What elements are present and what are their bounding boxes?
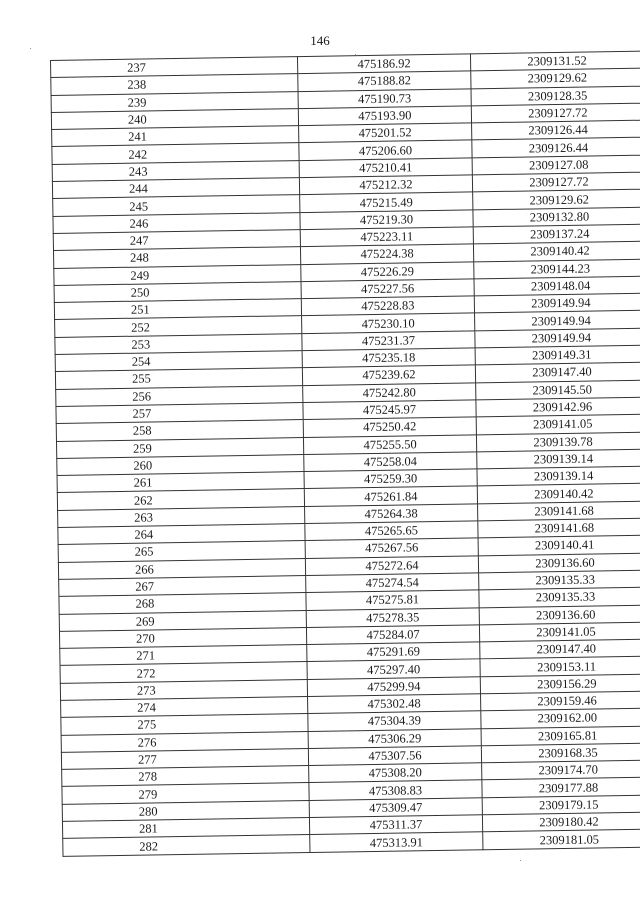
point-number-cell: 276 — [61, 731, 308, 752]
point-number-cell: 241 — [52, 126, 299, 147]
point-number-cell: 257 — [56, 403, 303, 424]
y-coordinate-cell: 2309180.42 — [482, 812, 640, 832]
y-coordinate-cell: 2309126.44 — [472, 138, 640, 158]
x-coordinate-cell: 475255.50 — [303, 434, 476, 454]
point-number-cell: 269 — [59, 610, 306, 631]
x-coordinate-cell: 475258.04 — [304, 452, 477, 472]
y-coordinate-cell: 2309141.05 — [479, 622, 640, 642]
x-coordinate-cell: 475224.38 — [300, 244, 473, 264]
y-coordinate-cell: 2309127.72 — [472, 172, 640, 192]
x-coordinate-cell: 475215.49 — [300, 192, 473, 212]
y-coordinate-cell: 2309140.42 — [477, 484, 640, 504]
x-coordinate-cell: 475264.38 — [305, 504, 478, 524]
point-number-cell: 263 — [58, 506, 305, 527]
y-coordinate-cell: 2309142.96 — [476, 397, 640, 417]
point-number-cell: 251 — [54, 299, 301, 320]
y-coordinate-cell: 2309149.94 — [474, 293, 640, 313]
y-coordinate-cell: 2309179.15 — [482, 795, 640, 815]
x-coordinate-cell: 475302.48 — [308, 694, 481, 714]
y-coordinate-cell: 2309147.40 — [475, 362, 640, 382]
x-coordinate-cell: 475239.62 — [302, 365, 475, 385]
x-coordinate-cell: 475306.29 — [308, 728, 481, 748]
coordinates-table-body — [51, 51, 640, 856]
point-number-cell: 272 — [60, 662, 307, 683]
point-number-cell: 252 — [55, 316, 302, 337]
x-coordinate-cell: 475278.35 — [306, 607, 479, 627]
scan-speck — [355, 54, 356, 55]
y-coordinate-cell: 2309126.44 — [472, 120, 640, 140]
x-coordinate-cell: 475272.64 — [305, 555, 478, 575]
x-coordinate-cell: 475219.30 — [300, 210, 473, 230]
point-number-cell: 282 — [63, 835, 310, 856]
x-coordinate-cell: 475228.83 — [301, 296, 474, 316]
y-coordinate-cell: 2309140.42 — [473, 241, 640, 261]
x-coordinate-cell: 475242.80 — [303, 382, 476, 402]
point-number-cell: 238 — [51, 74, 298, 95]
y-coordinate-cell: 2309127.08 — [472, 155, 640, 175]
y-coordinate-cell: 2309135.33 — [479, 570, 640, 590]
y-coordinate-cell: 2309141.05 — [476, 414, 640, 434]
point-number-cell: 247 — [53, 230, 300, 251]
x-coordinate-cell: 475308.20 — [309, 763, 482, 783]
point-number-cell: 256 — [56, 385, 303, 406]
y-coordinate-cell: 2309174.70 — [482, 760, 640, 780]
y-coordinate-cell: 2309136.60 — [478, 553, 640, 573]
scan-speck — [520, 860, 521, 861]
scan-speck — [30, 48, 31, 49]
point-number-cell: 265 — [58, 541, 305, 562]
y-coordinate-cell: 2309139.78 — [476, 432, 640, 452]
point-number-cell: 278 — [62, 766, 309, 787]
x-coordinate-cell: 475297.40 — [307, 659, 480, 679]
point-number-cell: 267 — [59, 575, 306, 596]
x-coordinate-cell: 475230.10 — [302, 313, 475, 333]
x-coordinate-cell: 475235.18 — [302, 348, 475, 368]
y-coordinate-cell: 2309139.14 — [477, 449, 640, 469]
x-coordinate-cell: 475190.73 — [298, 88, 471, 108]
x-coordinate-cell: 475227.56 — [301, 279, 474, 299]
point-number-cell: 244 — [52, 178, 299, 199]
x-coordinate-cell: 475193.90 — [298, 106, 471, 126]
point-number-cell: 262 — [57, 489, 304, 510]
point-number-cell: 274 — [61, 697, 308, 718]
y-coordinate-cell: 2309129.62 — [473, 190, 640, 210]
point-number-cell: 280 — [62, 800, 309, 821]
x-coordinate-cell: 475299.94 — [307, 677, 480, 697]
point-number-cell: 245 — [53, 195, 300, 216]
y-coordinate-cell: 2309159.46 — [481, 691, 640, 711]
point-number-cell: 254 — [55, 351, 302, 372]
x-coordinate-cell: 475245.97 — [303, 400, 476, 420]
y-coordinate-cell: 2309165.81 — [481, 726, 640, 746]
x-coordinate-cell: 475206.60 — [299, 140, 472, 160]
y-coordinate-cell: 2309181.05 — [483, 829, 640, 849]
y-coordinate-cell: 2309132.80 — [473, 207, 640, 227]
point-number-cell: 242 — [52, 143, 299, 164]
point-number-cell: 266 — [58, 558, 305, 579]
x-coordinate-cell: 475308.83 — [309, 780, 482, 800]
y-coordinate-cell: 2309162.00 — [481, 708, 640, 728]
x-coordinate-cell: 475284.07 — [306, 625, 479, 645]
x-coordinate-cell: 475250.42 — [303, 417, 476, 437]
y-coordinate-cell: 2309137.24 — [473, 224, 640, 244]
x-coordinate-cell: 475188.82 — [298, 71, 471, 91]
y-coordinate-cell: 2309129.62 — [471, 68, 640, 88]
y-coordinate-cell: 2309177.88 — [482, 778, 640, 798]
coordinates-table — [50, 51, 640, 857]
x-coordinate-cell: 475223.11 — [300, 227, 473, 247]
y-coordinate-cell: 2309141.68 — [478, 518, 640, 538]
point-number-cell: 250 — [54, 281, 301, 302]
x-coordinate-cell: 475291.69 — [307, 642, 480, 662]
point-number-cell: 255 — [55, 368, 302, 389]
point-number-cell: 270 — [59, 627, 306, 648]
y-coordinate-cell: 2309149.94 — [475, 328, 640, 348]
y-coordinate-cell: 2309141.68 — [478, 501, 640, 521]
y-coordinate-cell: 2309139.14 — [477, 466, 640, 486]
point-number-cell: 258 — [56, 420, 303, 441]
y-coordinate-cell: 2309156.29 — [480, 674, 640, 694]
y-coordinate-cell: 2309153.11 — [480, 656, 640, 676]
y-coordinate-cell: 2309144.23 — [474, 259, 640, 279]
x-coordinate-cell: 475186.92 — [297, 54, 470, 74]
y-coordinate-cell: 2309148.04 — [474, 276, 640, 296]
x-coordinate-cell: 475226.29 — [301, 261, 474, 281]
point-number-cell: 237 — [51, 57, 298, 78]
y-coordinate-cell: 2309140.41 — [478, 535, 640, 555]
x-coordinate-cell: 475311.37 — [309, 815, 482, 835]
point-number-cell: 275 — [61, 714, 308, 735]
point-number-cell: 279 — [62, 783, 309, 804]
x-coordinate-cell: 475201.52 — [299, 123, 472, 143]
point-number-cell: 243 — [52, 160, 299, 181]
x-coordinate-cell: 475275.81 — [306, 590, 479, 610]
x-coordinate-cell: 475274.54 — [306, 573, 479, 593]
y-coordinate-cell: 2309128.35 — [471, 86, 640, 106]
page-number: 146 — [310, 33, 330, 48]
point-number-cell: 281 — [62, 818, 309, 839]
x-coordinate-cell: 475231.37 — [302, 331, 475, 351]
point-number-cell: 248 — [53, 247, 300, 268]
y-coordinate-cell: 2309127.72 — [471, 103, 640, 123]
y-coordinate-cell: 2309131.52 — [470, 51, 640, 71]
y-coordinate-cell: 2309149.94 — [475, 311, 640, 331]
y-coordinate-cell: 2309135.33 — [479, 587, 640, 607]
y-coordinate-cell: 2309145.50 — [476, 380, 640, 400]
point-number-cell: 268 — [59, 593, 306, 614]
x-coordinate-cell: 475267.56 — [305, 538, 478, 558]
point-number-cell: 249 — [54, 264, 301, 285]
x-coordinate-cell: 475313.91 — [310, 832, 483, 852]
point-number-cell: 259 — [56, 437, 303, 458]
point-number-cell: 271 — [60, 645, 307, 666]
x-coordinate-cell: 475309.47 — [309, 798, 482, 818]
point-number-cell: 273 — [60, 679, 307, 700]
point-number-cell: 261 — [57, 472, 304, 493]
point-number-cell: 277 — [61, 748, 308, 769]
y-coordinate-cell: 2309168.35 — [481, 743, 640, 763]
y-coordinate-cell: 2309136.60 — [479, 605, 640, 625]
x-coordinate-cell: 475265.65 — [305, 521, 478, 541]
x-coordinate-cell: 475212.32 — [299, 175, 472, 195]
x-coordinate-cell: 475304.39 — [308, 711, 481, 731]
point-number-cell: 264 — [58, 524, 305, 545]
x-coordinate-cell: 475307.56 — [308, 746, 481, 766]
x-coordinate-cell: 475210.41 — [299, 158, 472, 178]
point-number-cell: 246 — [53, 212, 300, 233]
x-coordinate-cell: 475261.84 — [304, 486, 477, 506]
point-number-cell: 260 — [57, 454, 304, 475]
point-number-cell: 240 — [51, 108, 298, 129]
point-number-cell: 239 — [51, 91, 298, 112]
point-number-cell: 253 — [55, 333, 302, 354]
y-coordinate-cell: 2309149.31 — [475, 345, 640, 365]
x-coordinate-cell: 475259.30 — [304, 469, 477, 489]
y-coordinate-cell: 2309147.40 — [480, 639, 640, 659]
